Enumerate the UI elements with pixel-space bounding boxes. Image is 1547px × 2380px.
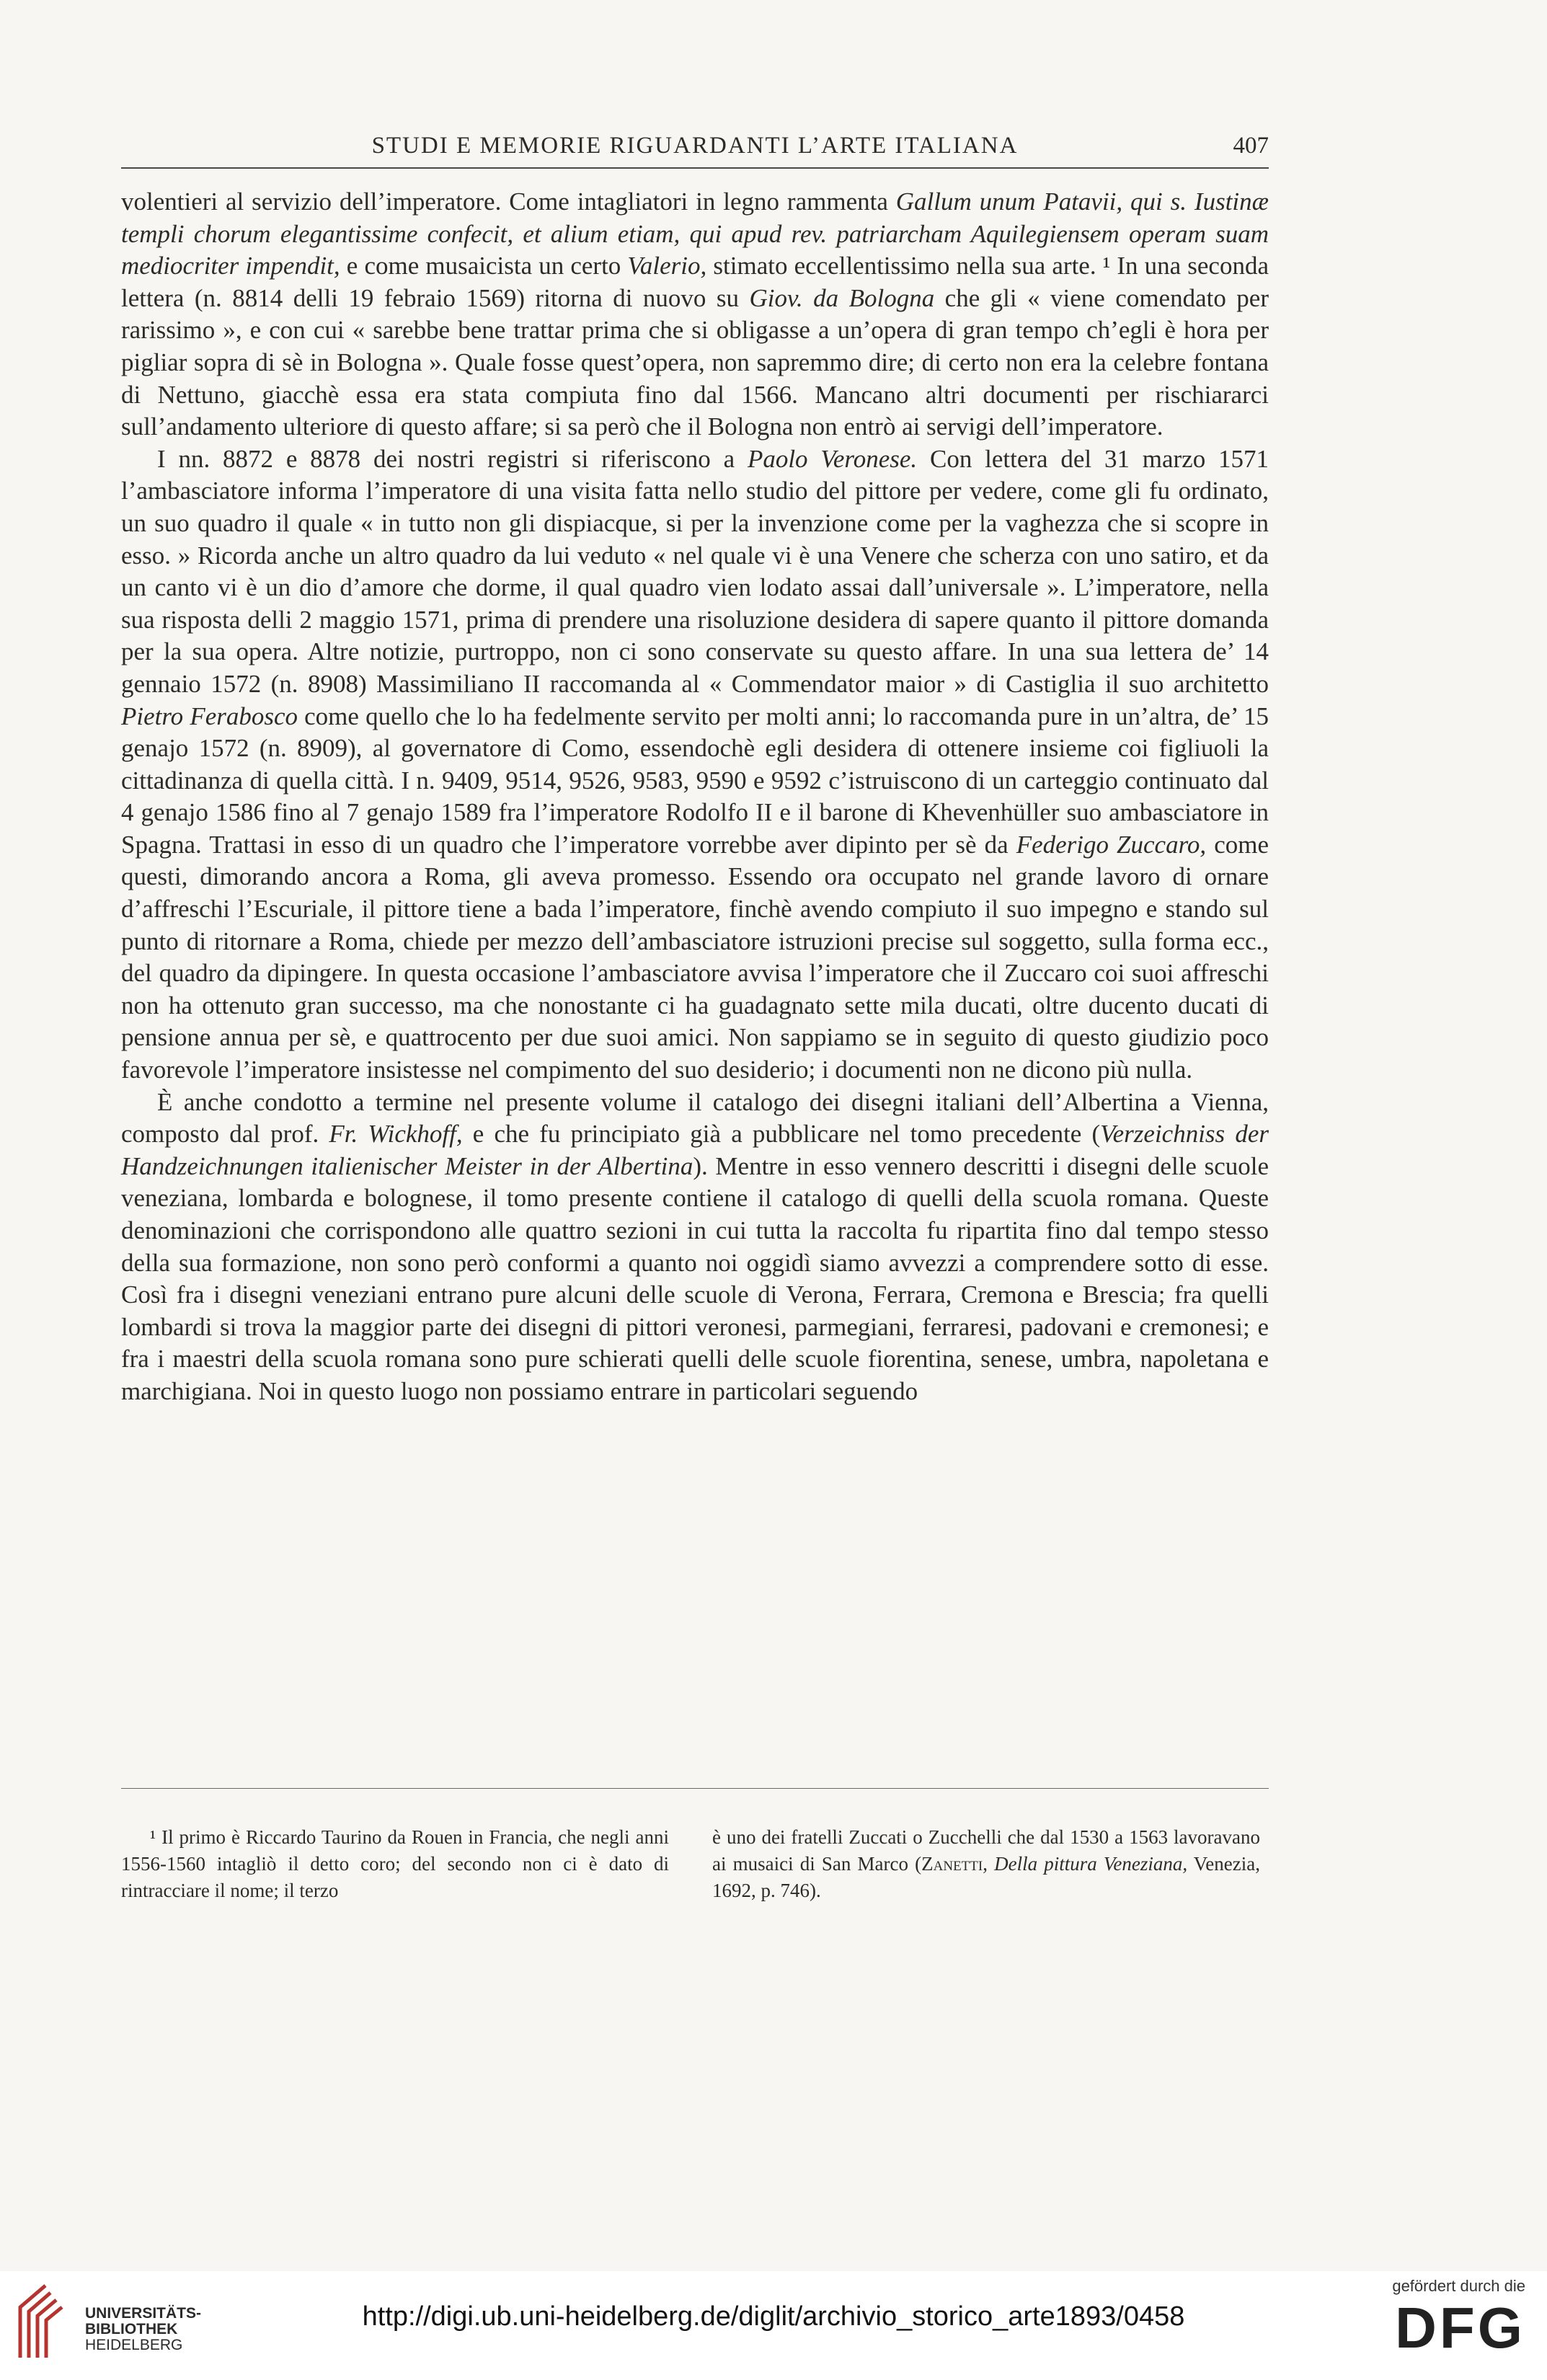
text-run: è uno dei fratelli Zuccati o Zucchelli che dal 1530 a 1563 lavoravano ai musaici di San Marco ( <box>712 1826 1260 1875</box>
small-caps-text: Zanetti <box>921 1853 983 1875</box>
source-url[interactable]: http://digi.ub.uni-heidelberg.de/diglit/archivio_storico_arte1893/0458 <box>362 2301 1185 2332</box>
funding-caption: gefördert durch die <box>1392 2277 1525 2295</box>
text-run: I nn. 8872 e 8878 dei nostri registri si riferiscono a <box>157 444 748 473</box>
footnote-column-left <box>121 1824 669 1904</box>
text-run: Venezia, 1692, p. 746). <box>712 1853 1260 1901</box>
italic-text: Verzeichniss der Handzeichnungen italienischer Meister in der Albertina <box>121 1120 1269 1180</box>
italic-text: Valerio, <box>627 252 707 280</box>
italic-text: Fr. Wickhoff, <box>329 1120 463 1149</box>
footnote-1-continued <box>712 1824 1260 1904</box>
library-name-line-3: HEIDELBERG <box>85 2337 183 2353</box>
library-name-line-2: BIBLIOTHEK <box>85 2321 178 2337</box>
text-run: e che fu principiato già a pubblicare nel tomo precedente ( <box>462 1120 1101 1149</box>
italic-text: Gallum unum Patavii, qui s. Iustinæ templi chorum elegantissime confecit, et alium etiam, qui apud rev. patriarcham Aquilegiensem operam suam mediocriter impendit, <box>121 187 1269 280</box>
text-run: come quello che lo ha fedelmente servito per molti anni; lo raccomanda pure in un’altra, de’ 15 genajo 1572 (n. 8909), al governatore di Como, essendochè egli desidera di ottenere insieme coi figliuoli la cittadinanza di quella città. I n. 9409, 9514, 9526, 9583, 9590 e 9592 c’istruiscono di un carteggio continuato dal 4 genajo 1586 fino al 7 genajo 1589 fra l’imperatore Rodolfo II e il barone di Khevenhüller suo ambasciatore in Spagna. Trattasi in esso di un quadro che l’imperatore vorrebbe aver dipinto per sè da <box>121 702 1269 859</box>
italic-text: Della pittura Veneziana, <box>994 1853 1188 1875</box>
paragraph-3 <box>121 1087 1269 1408</box>
running-title: STUDI E MEMORIE RIGUARDANTI L’ARTE ITALIANA <box>371 133 1019 159</box>
text-run: volentieri al servizio dell’imperatore. Come intagliatori in legno rammenta <box>121 187 896 216</box>
italic-text: Federigo Zuccaro, <box>1016 830 1207 859</box>
italic-text: Paolo Veronese. <box>747 444 918 473</box>
text-run: ). Mentre in esso vennero descritti i disegni delle scuole veneziana, lombarda e bolognese, il tomo presente contiene il catalogo di quelli della scuola romana. Queste denominazioni che corrispondono alle quattro sezioni in cui tutta la raccolta fu ripartita fino dal tempo stesso della sua formazione, non sono però conformi a quanto noi oggidì siamo avvezzi a comprendere sotto di esse. Così fra i disegni veneziani entrano pure alcuni delle scuole di Verona, Ferrara, Cremona e Brescia; fra quelli lombardi si trova la maggior parte dei disegni di pittori veronesi, parmegiani, ferraresi, padovani e cremonesi; e fra i maestri della scuola romana sono pure schierati quelli delle scuole fiorentina, senese, umbra, napoletana e marchigiana. Noi in questo luogo non possiamo entrare in particolari seguendo <box>121 1151 1269 1405</box>
italic-text: Giov. da Bologna <box>749 283 935 312</box>
page-header <box>121 128 1269 172</box>
dfg-logo: DFG <box>1395 2296 1525 2360</box>
page-number: 407 <box>1233 133 1269 159</box>
italic-text: Pietro Ferabosco <box>121 702 298 730</box>
text-run: e come musaicista un certo <box>340 252 628 280</box>
header-rule <box>121 167 1269 169</box>
footnote-1: ¹ Il primo è Riccardo Taurino da Rouen in Francia, che negli anni 1556-1560 intagliò il detto coro; del secondo non ci è dato di rintracciare il nome; il terzo <box>121 1826 669 1901</box>
footnote-rule <box>121 1788 1269 1789</box>
text-run: come questi, dimorando ancora a Roma, gli aveva promesso. Essendo ora occupato nel grande lavoro di ornare d’affreschi l’Escuriale, il pittore tiene a bada l’imperatore, finchè avendo compiuto il suo impegno e stando sul punto di ritornare a Roma, chiede per mezzo dell’ambasciatore istruzioni precise sul soggetto, sulla forma ecc., del quadro da dipingere. In questa occasione l’ambasciatore avvisa l’imperatore che il Zuccaro coi suoi affreschi non ha ottenuto gran successo, ma che nonostante ci ha guadagnato sette mila ducati, oltre ducento ducati di pensione annua per sè, e quattrocento per due suoi amici. Non sappiamo se in seguito di questo giudizio poco favorevole l’imperatore insistesse nel compimento del suo desiderio; i documenti non ne dicono più nulla. <box>121 830 1269 1084</box>
library-name-line-1: UNIVERSITÄTS- <box>85 2305 202 2322</box>
footnote-column-right <box>712 1824 1260 1904</box>
text-run: Con lettera del 31 marzo 1571 l’ambasciatore informa l’imperatore di una visita fatta nello studio del pittore per vedere, come gli fu ordinato, un suo quadro il quale « in tutto non gli dispiacque, si per la invenzione come per la vaghezza che si scopre in esso. » Ricorda anche un altro quadro da lui veduto « nel quale vi è una Venere che scherza con uno satiro, et da un canto vi è un dio d’amore che dorme, il qual quadro vien lodato assai dall’universale ». L’imperatore, nella sua risposta delli 2 maggio 1571, prima di prendere una risoluzione desidera di sapere quanto il pittore domanda per la sua opera. Altre notizie, purtroppo, non ci sono conservate su questo affare. In una sua lettera de’ 14 gennaio 1572 (n. 8908) Massimiliano II raccomanda al « Commendator maior » di Castiglia il suo architetto <box>121 444 1269 698</box>
text-run: È anche condotto a termine nel presente volume il catalogo dei disegni italiani dell’Albertina a Vienna, composto dal prof. <box>121 1087 1269 1149</box>
body-text <box>121 186 1269 1408</box>
funding-logo[interactable] <box>1367 2277 1525 2371</box>
text-run: stimato eccellentissimo nella sua arte. ¹ In una seconda lettera (n. 8814 delli 19 febraio 1569) ritorna di nuovo su <box>121 252 1269 312</box>
text-run: che gli « viene comendato per rarissimo », e con cui « sarebbe bene trattar prima che si obligasse a un’opera di gran tempo ch’egli è hora per pigliar sopra di sè in Bologna ». Quale fosse quest’opera, non sapremmo dire; di certo non era la celebre fontana di Nettuno, giacchè essa era stata compiuta fino dal 1566. Mancano altri documenti per rischiararci sull’andamento ulteriore di questo affare; si sa però che il Bologna non entrò ai servigi dell’imperatore. <box>121 283 1269 441</box>
paragraph-1 <box>121 186 1269 443</box>
text-run: , <box>983 1853 995 1875</box>
paragraph-2 <box>121 443 1269 1087</box>
